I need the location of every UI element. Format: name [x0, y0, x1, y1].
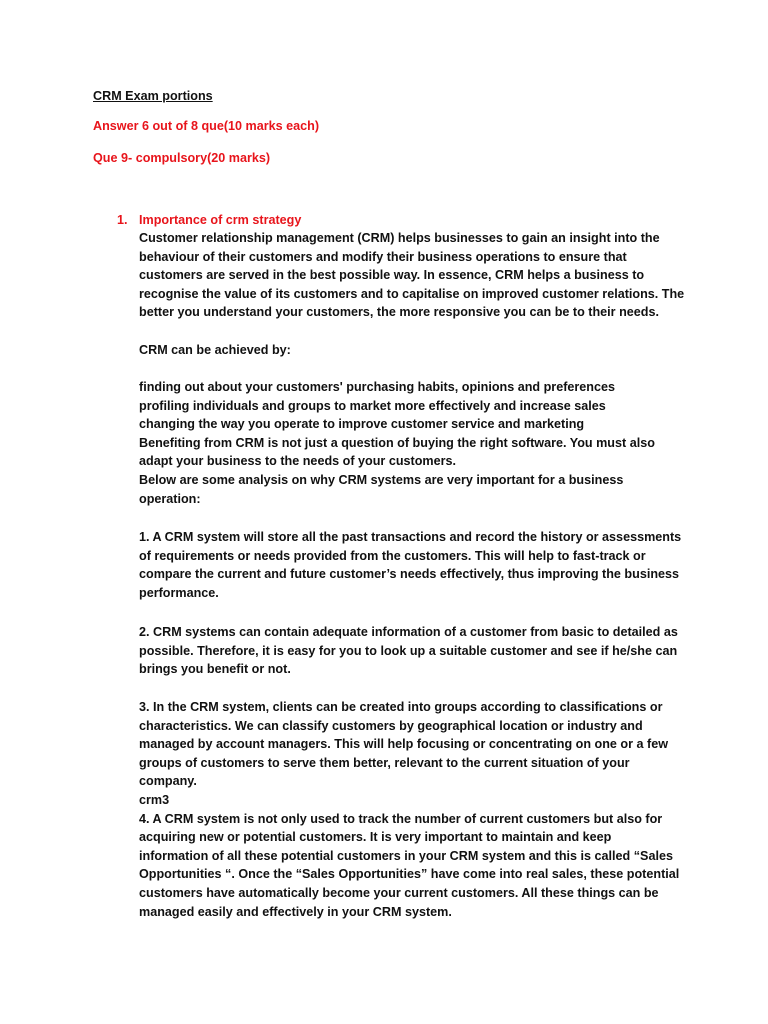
paragraph-line: operation: [139, 491, 201, 506]
paragraph-point-1 [139, 528, 699, 602]
paragraph-line: brings you benefit or not. [139, 662, 291, 677]
paragraph-line: managed by account managers. This will help focusing or concentrating on one or a few [139, 737, 669, 752]
paragraph-line: company. [139, 774, 197, 789]
paragraph-line: groups of customers to serve them better, relevant to the current situation of your [139, 755, 630, 770]
paragraph-line: Below are some analysis on why CRM systems are very important for a business [139, 472, 624, 487]
document-title: CRM Exam portions [93, 89, 213, 103]
paragraph-line: information of all these potential customers in your CRM system and this is called “Sales [139, 848, 673, 863]
paragraph-line: 2. CRM systems can contain adequate information of a customer from basic to detailed as [139, 625, 678, 639]
section-title: Importance of crm strategy [139, 213, 302, 227]
instruction-compulsory: Que 9- compulsory(20 marks) [93, 151, 271, 165]
paragraph-line: 4. A CRM system is not only used to track the number of current customers but also for [139, 811, 663, 826]
paragraph-line: compare the current and future customer’s needs effectively, thus improving the business [139, 567, 680, 582]
paragraph-methods [139, 378, 699, 508]
paragraph-line: Opportunities “. Once the “Sales Opportunities” have come into real sales, these potential [139, 867, 680, 882]
paragraph-line: crm3 [139, 792, 170, 807]
paragraph-crm-definition [139, 229, 699, 322]
paragraph-point-2 [139, 623, 699, 679]
paragraph-line: possible. Therefore, it is easy for you to look up a suitable customer and see if he/she can [139, 643, 678, 658]
paragraph-line: adapt your business to the needs of your customers. [139, 454, 457, 469]
paragraph-line: 1. A CRM system will store all the past transactions and record the history or assessments [139, 530, 682, 544]
paragraph-line: characteristics. We can classify customers by geographical location or industry and [139, 718, 643, 733]
paragraph-line: customers are served in the best possible way. In essence, CRM helps a business to [139, 268, 645, 283]
paragraph-line: 3. In the CRM system, clients can be created into groups according to classifications or [139, 700, 663, 714]
paragraph-line: finding out about your customers' purchasing habits, opinions and preferences [139, 380, 616, 394]
instruction-answer-count: Answer 6 out of 8 que(10 marks each) [93, 119, 320, 133]
paragraph-line: recognise the value of its customers and to capitalise on improved customer relations. The [139, 286, 685, 301]
paragraph-line: profiling individuals and groups to market more effectively and increase sales [139, 398, 606, 413]
paragraph-line: customers have automatically become your current customers. All these things can be [139, 885, 659, 900]
paragraph-line: acquiring new or potential customers. It is very important to maintain and keep [139, 830, 612, 845]
paragraph-line: CRM can be achieved by: [139, 343, 291, 357]
section-number: 1. [117, 213, 128, 227]
paragraph-line: managed easily and effectively in your CRM system. [139, 904, 452, 919]
paragraph-achieved-by [139, 341, 699, 360]
paragraph-line: better you understand your customers, the more responsive you can be to their needs. [139, 305, 659, 320]
paragraph-line: changing the way you operate to improve customer service and marketing [139, 417, 585, 432]
paragraph-points-3-4 [139, 698, 699, 921]
paragraph-line: behaviour of their customers and modify their business operations to ensure that [139, 249, 627, 264]
paragraph-line: Benefiting from CRM is not just a question of buying the right software. You must also [139, 435, 655, 450]
paragraph-line: of requirements or needs provided from the customers. This will help to fast-track or [139, 548, 646, 563]
paragraph-line: performance. [139, 585, 219, 600]
paragraph-line: Customer relationship management (CRM) helps businesses to gain an insight into the [139, 231, 660, 245]
